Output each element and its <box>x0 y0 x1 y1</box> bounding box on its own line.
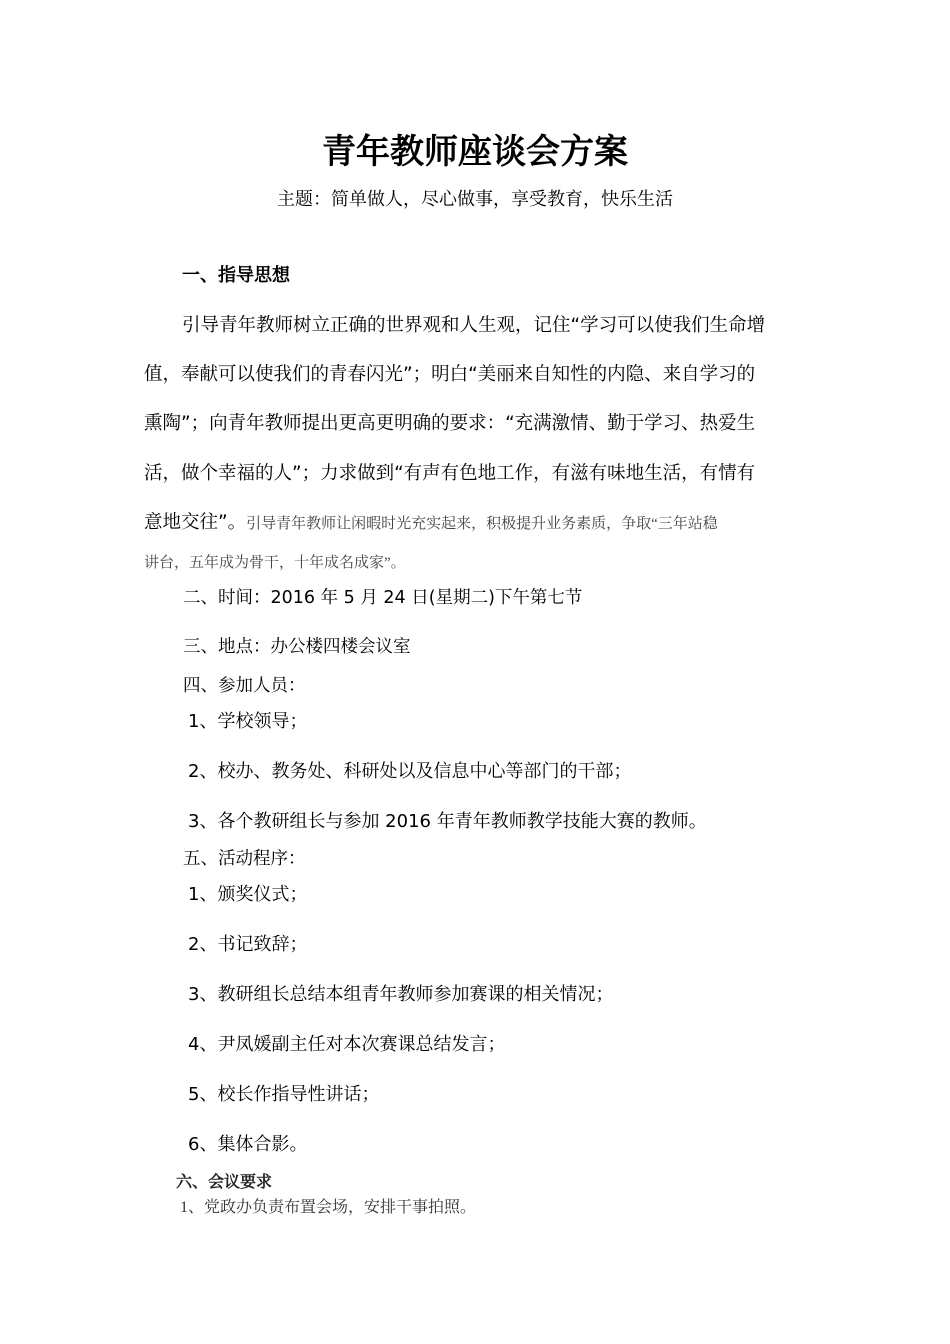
paragraph-line: 活，做个幸福的人”；力求做到“有声有色地工作，有滋有味地生活，有情有 <box>144 463 756 484</box>
paragraph-line: 引导青年教师树立正确的世界观和人生观，记住“学习可以使我们生命增 <box>182 315 766 336</box>
program-item: 3、教研组长总结本组青年教师参加赛课的相关情况； <box>188 984 614 1005</box>
paragraph-note-continued: 讲台，五年成为骨干，十年成名成家”。 <box>144 555 406 571</box>
section-place: 三、地点：办公楼四楼会议室 <box>183 637 411 657</box>
section-requirements-heading: 六、会议要求 <box>176 1172 273 1191</box>
program-item: 4、尹凤媛副主任对本次赛课总结发言； <box>188 1034 506 1055</box>
section-heading-guiding-ideology: 一、指导思想 <box>182 265 290 286</box>
participant-item: 3、各个教研组长与参加 2016 年青年教师教学技能大赛的教师。 <box>188 811 707 832</box>
section-participants-heading: 四、参加人员： <box>183 676 306 696</box>
program-item: 5、校长作指导性讲话； <box>188 1084 380 1105</box>
paragraph-line: 值，奉献可以使我们的青春闪光”；明白“美丽来自知性的内隐、来自学习的 <box>144 364 756 385</box>
program-item: 1、颁奖仪式； <box>188 884 308 905</box>
paragraph-tail: 意地交往”。 <box>144 512 247 533</box>
paragraph-line-last <box>144 508 718 539</box>
participant-item: 2、校办、教务处、科研处以及信息中心等部门的干部； <box>188 761 632 782</box>
document-subtitle: 主题：简单做人，尽心做事，享受教育，快乐生活 <box>277 189 673 210</box>
section-time: 二、时间：2016 年 5 月 24 日(星期二)下午第七节 <box>183 588 583 608</box>
document-title: 青年教师座谈会方案 <box>322 132 628 172</box>
participant-item: 1、学校领导； <box>188 711 308 732</box>
program-item: 2、书记致辞； <box>188 934 308 955</box>
requirement-item: 1、党政办负责布置会场，安排干事拍照。 <box>180 1199 477 1216</box>
paragraph-note: 引导青年教师让闲暇时光充实起来，积极提升业务素质，争取“三年站稳 <box>246 516 718 532</box>
paragraph-line: 熏陶”；向青年教师提出更高更明确的要求：“充满激情、勤于学习、热爱生 <box>144 413 756 434</box>
program-item: 6、集体合影。 <box>188 1134 308 1155</box>
section-program-heading: 五、活动程序： <box>183 849 306 869</box>
